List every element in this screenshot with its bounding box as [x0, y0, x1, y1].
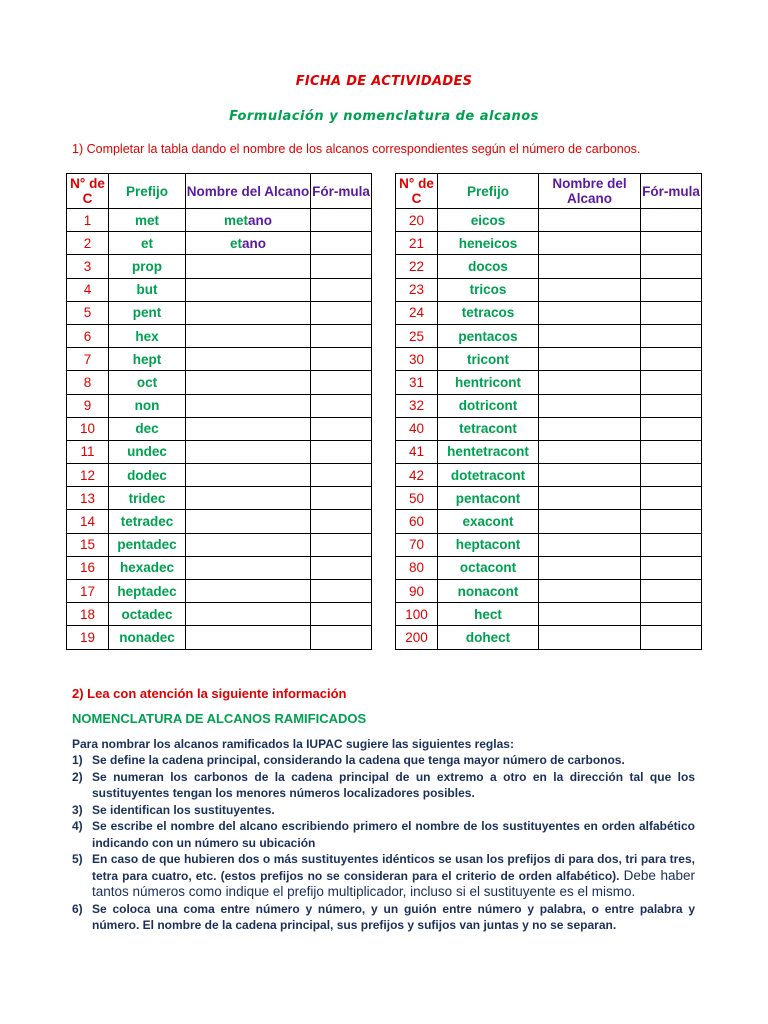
carbon-count: 25	[396, 324, 438, 347]
prefix-cell: dec	[109, 417, 186, 440]
prefix-cell: heptacont	[438, 533, 539, 556]
table-row	[67, 603, 372, 626]
alkane-name-cell	[186, 510, 311, 533]
carbon-count: 90	[396, 580, 438, 603]
formula-cell	[641, 533, 702, 556]
table-row	[67, 255, 372, 278]
table-row	[396, 464, 702, 487]
alkane-name-cell	[539, 209, 641, 232]
table-row	[396, 417, 702, 440]
prefix-cell: eicos	[438, 209, 539, 232]
alkanes-table-right	[395, 173, 702, 650]
rule-number: 1)	[72, 753, 83, 767]
alkane-name-cell	[186, 603, 311, 626]
worksheet-title: FICHA DE ACTIVIDADES	[295, 74, 473, 89]
table-row	[67, 626, 372, 649]
alkane-name-cell	[539, 580, 641, 603]
alkane-name-cell	[186, 324, 311, 347]
table-row	[396, 232, 702, 255]
carbon-count: 24	[396, 301, 438, 324]
table-row	[67, 440, 372, 463]
prefix-cell: heneicos	[438, 232, 539, 255]
formula-cell	[311, 232, 372, 255]
table-row	[396, 440, 702, 463]
prefix-cell: dohect	[438, 626, 539, 649]
formula-cell	[311, 580, 372, 603]
prefix-cell: octadec	[109, 603, 186, 626]
prefix-cell: dotricont	[438, 394, 539, 417]
carbon-count: 5	[67, 301, 109, 324]
alkane-name-cell	[539, 510, 641, 533]
table-row	[67, 348, 372, 371]
formula-cell	[641, 301, 702, 324]
formula-cell	[311, 626, 372, 649]
prefix-cell: non	[109, 394, 186, 417]
carbon-count: 15	[67, 533, 109, 556]
formula-cell	[641, 348, 702, 371]
table-row	[67, 278, 372, 301]
prefix-cell: hept	[109, 348, 186, 371]
rule-text: En caso de que hubieren dos o más sustituyentes idénticos se usan los prefijos di para dos, tri para tres, tetra para cuatro, etc. (estos prefijos no se consideran para el criterio de orden alfabético). Debe haber tantos números como indique el prefijo multiplicador, incluso si el sustituyente es el mismo.	[92, 852, 696, 899]
alkanes-table-left	[66, 173, 372, 650]
table-row	[396, 278, 702, 301]
worksheet-subtitle: Formulación y nomenclatura de alcanos	[229, 109, 539, 124]
formula-cell	[641, 209, 702, 232]
alkane-name-cell	[186, 209, 311, 232]
formula-cell	[641, 278, 702, 301]
table-row	[67, 232, 372, 255]
prefix-cell: pentacos	[438, 324, 539, 347]
carbon-count: 13	[67, 487, 109, 510]
carbon-count: 1	[67, 209, 109, 232]
table-row	[396, 626, 702, 649]
carbon-count: 100	[396, 603, 438, 626]
carbon-count: 9	[67, 394, 109, 417]
prefix-cell: hentricont	[438, 371, 539, 394]
alkane-name-suffix: ano	[248, 212, 273, 228]
formula-cell	[311, 255, 372, 278]
formula-cell	[311, 371, 372, 394]
table-row	[67, 209, 372, 232]
formula-cell	[641, 487, 702, 510]
alkane-name-cell	[539, 440, 641, 463]
rule-number: 6)	[72, 901, 83, 916]
carbon-count: 19	[67, 626, 109, 649]
table-row	[396, 580, 702, 603]
table-row	[396, 348, 702, 371]
prefix-cell: nonacont	[438, 580, 539, 603]
alkane-name-cell	[539, 417, 641, 440]
table-row	[396, 510, 702, 533]
rule-item	[72, 802, 695, 819]
table-row	[67, 533, 372, 556]
rule-number: 3)	[72, 802, 83, 817]
formula-cell	[311, 301, 372, 324]
formula-cell	[641, 417, 702, 440]
alkane-name-cell	[186, 301, 311, 324]
table-row	[67, 580, 372, 603]
alkane-name-cell	[186, 232, 311, 255]
header-prefix: Prefijo	[109, 174, 186, 209]
carbon-count: 18	[67, 603, 109, 626]
prefix-cell: hect	[438, 603, 539, 626]
carbon-count: 31	[396, 371, 438, 394]
formula-cell	[311, 464, 372, 487]
header-alkane-name: Nombre del Alcano	[186, 174, 311, 209]
carbon-count: 60	[396, 510, 438, 533]
formula-cell	[641, 580, 702, 603]
alkane-name-cell	[186, 278, 311, 301]
formula-cell	[311, 556, 372, 579]
formula-cell	[641, 232, 702, 255]
prefix-cell: tricont	[438, 348, 539, 371]
alkane-name-cell	[186, 371, 311, 394]
formula-cell	[311, 440, 372, 463]
rule-extra-text: Debe haber tantos números como indique el prefijo multiplicador, incluso si el sustituyente es el mismo.	[92, 867, 696, 899]
table-row	[396, 533, 702, 556]
formula-cell	[311, 394, 372, 417]
carbon-count: 21	[396, 232, 438, 255]
prefix-cell: hex	[109, 324, 186, 347]
carbon-count: 23	[396, 278, 438, 301]
prefix-cell: tridec	[109, 487, 186, 510]
alkane-name-cell	[539, 371, 641, 394]
table-row	[67, 464, 372, 487]
carbon-count: 42	[396, 464, 438, 487]
formula-cell	[641, 626, 702, 649]
table-row	[396, 324, 702, 347]
alkane-name-cell	[539, 603, 641, 626]
carbon-count: 41	[396, 440, 438, 463]
formula-cell	[641, 440, 702, 463]
prefix-cell: exacont	[438, 510, 539, 533]
alkane-name-cell	[539, 394, 641, 417]
alkane-name-suffix: ano	[242, 235, 267, 251]
table-row	[396, 209, 702, 232]
alkane-name-root: met	[223, 212, 248, 228]
prefix-cell: hentetracont	[438, 440, 539, 463]
formula-cell	[311, 417, 372, 440]
alkane-name-cell	[539, 626, 641, 649]
carbon-count: 70	[396, 533, 438, 556]
table-row	[67, 394, 372, 417]
prefix-cell: tetracont	[438, 417, 539, 440]
carbon-count: 20	[396, 209, 438, 232]
prefix-cell: prop	[109, 255, 186, 278]
alkane-name-cell	[539, 487, 641, 510]
table-row	[396, 556, 702, 579]
rule-item	[72, 818, 695, 851]
alkane-name-cell	[539, 324, 641, 347]
alkane-name-cell	[186, 556, 311, 579]
carbon-count: 16	[67, 556, 109, 579]
table-row	[67, 487, 372, 510]
formula-cell	[311, 348, 372, 371]
prefix-cell: oct	[109, 371, 186, 394]
formula-cell	[311, 487, 372, 510]
rule-number: 2)	[72, 769, 83, 784]
prefix-cell: nonadec	[109, 626, 186, 649]
header-num-carbons: N° de C	[396, 174, 438, 209]
rule-number: 5)	[72, 852, 83, 866]
prefix-cell: undec	[109, 440, 186, 463]
carbon-count: 10	[67, 417, 109, 440]
rule-text: Se numeran los carbonos de la cadena principal de un extremo a otro en la dirección tal que los sustituyentes tengan los menores números localizadores posibles.	[92, 769, 695, 800]
alkane-name-cell	[539, 232, 641, 255]
header-formula: Fór-mula	[641, 174, 702, 209]
alkane-name-cell	[539, 533, 641, 556]
formula-cell	[311, 209, 372, 232]
table-row	[396, 487, 702, 510]
table-row	[396, 301, 702, 324]
rule-item	[72, 769, 695, 802]
carbon-count: 200	[396, 626, 438, 649]
alkane-name-cell	[186, 255, 311, 278]
carbon-count: 22	[396, 255, 438, 278]
table-row	[396, 255, 702, 278]
carbon-count: 32	[396, 394, 438, 417]
alkane-name-cell	[539, 278, 641, 301]
alkane-name-cell	[539, 556, 641, 579]
alkane-name-cell	[186, 464, 311, 487]
alkane-name-cell	[539, 348, 641, 371]
question-1: 1) Completar la tabla dando el nombre de los alcanos correspondientes según el número de carbonos.	[72, 142, 641, 156]
formula-cell	[641, 603, 702, 626]
header-alkane-name: Nombre del Alcano	[539, 174, 641, 209]
rules-intro: Para nombrar los alcanos ramificados la IUPAC sugiere las siguientes reglas:	[72, 737, 514, 751]
formula-cell	[641, 510, 702, 533]
formula-cell	[311, 533, 372, 556]
rule-text: Se define la cadena principal, considerando la cadena que tenga mayor número de carbonos.	[92, 753, 625, 767]
rule-item	[72, 901, 695, 934]
carbon-count: 4	[67, 278, 109, 301]
alkane-name-cell	[186, 417, 311, 440]
alkane-name-cell	[186, 580, 311, 603]
carbon-count: 17	[67, 580, 109, 603]
carbon-count: 6	[67, 324, 109, 347]
table-row	[67, 324, 372, 347]
table-row	[67, 556, 372, 579]
rule-text: Se identifican los sustituyentes.	[92, 802, 275, 817]
rule-text: Se coloca una coma entre número y número, y un guión entre número y palabra, o entre palabra y número. El nombre de la cadena principal, sus prefijos y sufijos van juntas y no se separan.	[92, 901, 695, 932]
formula-cell	[641, 464, 702, 487]
alkane-name-cell	[186, 533, 311, 556]
rule-text: Se escribe el nombre del alcano escribiendo primero el nombre de los sustituyentes en orden alfabético indicando con un número su ubicación	[92, 819, 695, 850]
rule-number: 4)	[72, 819, 83, 833]
carbon-count: 80	[396, 556, 438, 579]
alkane-name-cell	[539, 301, 641, 324]
section-2-subheading: NOMENCLATURA DE ALCANOS RAMIFICADOS	[72, 711, 367, 726]
section-2-heading: 2) Lea con atención la siguiente información	[72, 686, 347, 701]
carbon-count: 7	[67, 348, 109, 371]
formula-cell	[641, 556, 702, 579]
formula-cell	[311, 278, 372, 301]
formula-cell	[641, 324, 702, 347]
prefix-cell: dotetracont	[438, 464, 539, 487]
alkane-name-cell	[539, 464, 641, 487]
table-row	[396, 603, 702, 626]
rule-item	[72, 752, 695, 769]
prefix-cell: et	[109, 232, 186, 255]
prefix-cell: but	[109, 278, 186, 301]
alkane-name-cell	[186, 348, 311, 371]
prefix-cell: pent	[109, 301, 186, 324]
prefix-cell: docos	[438, 255, 539, 278]
prefix-cell: heptadec	[109, 580, 186, 603]
prefix-cell: tricos	[438, 278, 539, 301]
formula-cell	[641, 394, 702, 417]
formula-cell	[311, 603, 372, 626]
carbon-count: 8	[67, 371, 109, 394]
alkane-name-cell	[539, 255, 641, 278]
table-row	[396, 394, 702, 417]
alkane-name-cell	[186, 440, 311, 463]
alkane-name-cell	[186, 626, 311, 649]
table-row	[396, 371, 702, 394]
prefix-cell: octacont	[438, 556, 539, 579]
table-row	[67, 510, 372, 533]
carbon-count: 30	[396, 348, 438, 371]
table-row	[67, 371, 372, 394]
header-formula: Fór-mula	[311, 174, 372, 209]
header-prefix: Prefijo	[438, 174, 539, 209]
table-row	[67, 417, 372, 440]
carbon-count: 2	[67, 232, 109, 255]
formula-cell	[311, 510, 372, 533]
table-row	[67, 301, 372, 324]
carbon-count: 14	[67, 510, 109, 533]
carbon-count: 40	[396, 417, 438, 440]
alkane-name-root: et	[229, 235, 242, 251]
prefix-cell: met	[109, 209, 186, 232]
prefix-cell: hexadec	[109, 556, 186, 579]
alkane-name-cell	[186, 394, 311, 417]
header-num-carbons: N° de C	[67, 174, 109, 209]
carbon-count: 50	[396, 487, 438, 510]
formula-cell	[641, 371, 702, 394]
carbon-count: 12	[67, 464, 109, 487]
prefix-cell: pentacont	[438, 487, 539, 510]
prefix-cell: tetradec	[109, 510, 186, 533]
rule-item	[72, 851, 695, 901]
prefix-cell: pentadec	[109, 533, 186, 556]
prefix-cell: tetracos	[438, 301, 539, 324]
formula-cell	[311, 324, 372, 347]
formula-cell	[641, 255, 702, 278]
carbon-count: 3	[67, 255, 109, 278]
alkane-name-cell	[186, 487, 311, 510]
carbon-count: 11	[67, 440, 109, 463]
prefix-cell: dodec	[109, 464, 186, 487]
rules-list	[72, 752, 695, 934]
